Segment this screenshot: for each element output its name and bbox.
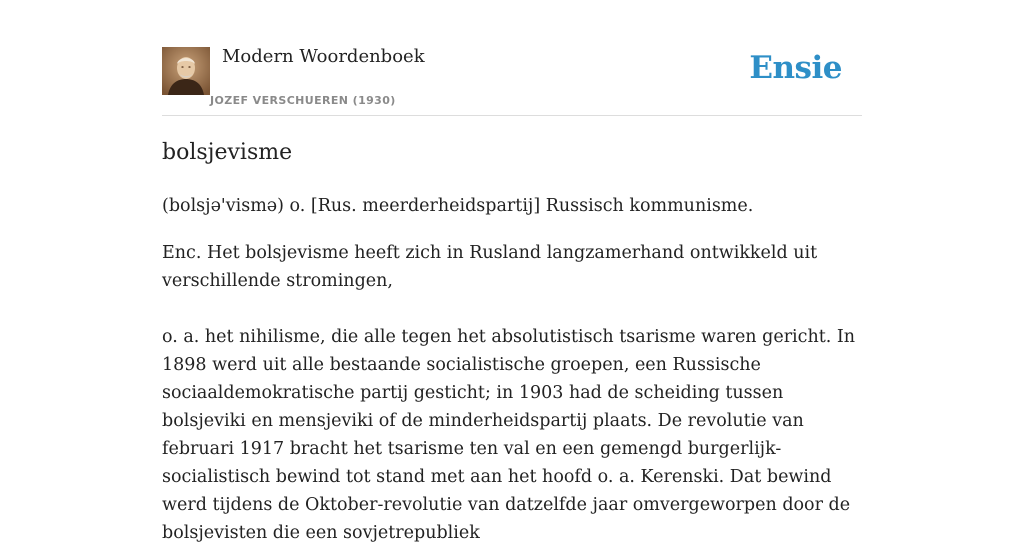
book-title[interactable]: Modern Woordenboek xyxy=(222,46,425,67)
author-portrait-icon xyxy=(162,47,210,95)
entry-encyclopedic-intro: Enc. Het bolsjevisme heeft zich in Rusland langzamerhand ontwikkeld uit verschillende stromingen, xyxy=(162,243,818,291)
entry-encyclopedic-body: o. a. het nihilisme, die alle tegen het absolutistisch tsarisme waren gericht. In 1898 werd uit alle bestaande socialistische groepen, een Russische sociaaldemokratische partij gesticht; in 1903 had de scheiding tussen bolsjeviki en mensjeviki of de minderheidspartij plaats. De revolutie van februari 1917 bracht het tsarisme ten val en een gemengd burgerlijk-socialistisch bewind tot stand met aan het hoofd o. a. Kerenski. Dat bewind werd tijdens de Oktober-revolutie van datzelfde jaar omvergeworpen door de bolsjevisten die een sovjetrepubliek xyxy=(162,327,856,543)
ensie-logo[interactable]: Ensie xyxy=(749,50,842,86)
entry-definition: (bolsjə'vismə) o. [Rus. meerderheidspartij] Russisch kommunisme. xyxy=(162,196,754,216)
dictionary-page xyxy=(162,0,862,543)
author-name[interactable]: JOZEF VERSCHUEREN (1930) xyxy=(210,94,396,107)
page-header xyxy=(162,0,862,116)
entry-headword: bolsjevisme xyxy=(162,140,293,165)
author-avatar[interactable] xyxy=(162,47,210,95)
